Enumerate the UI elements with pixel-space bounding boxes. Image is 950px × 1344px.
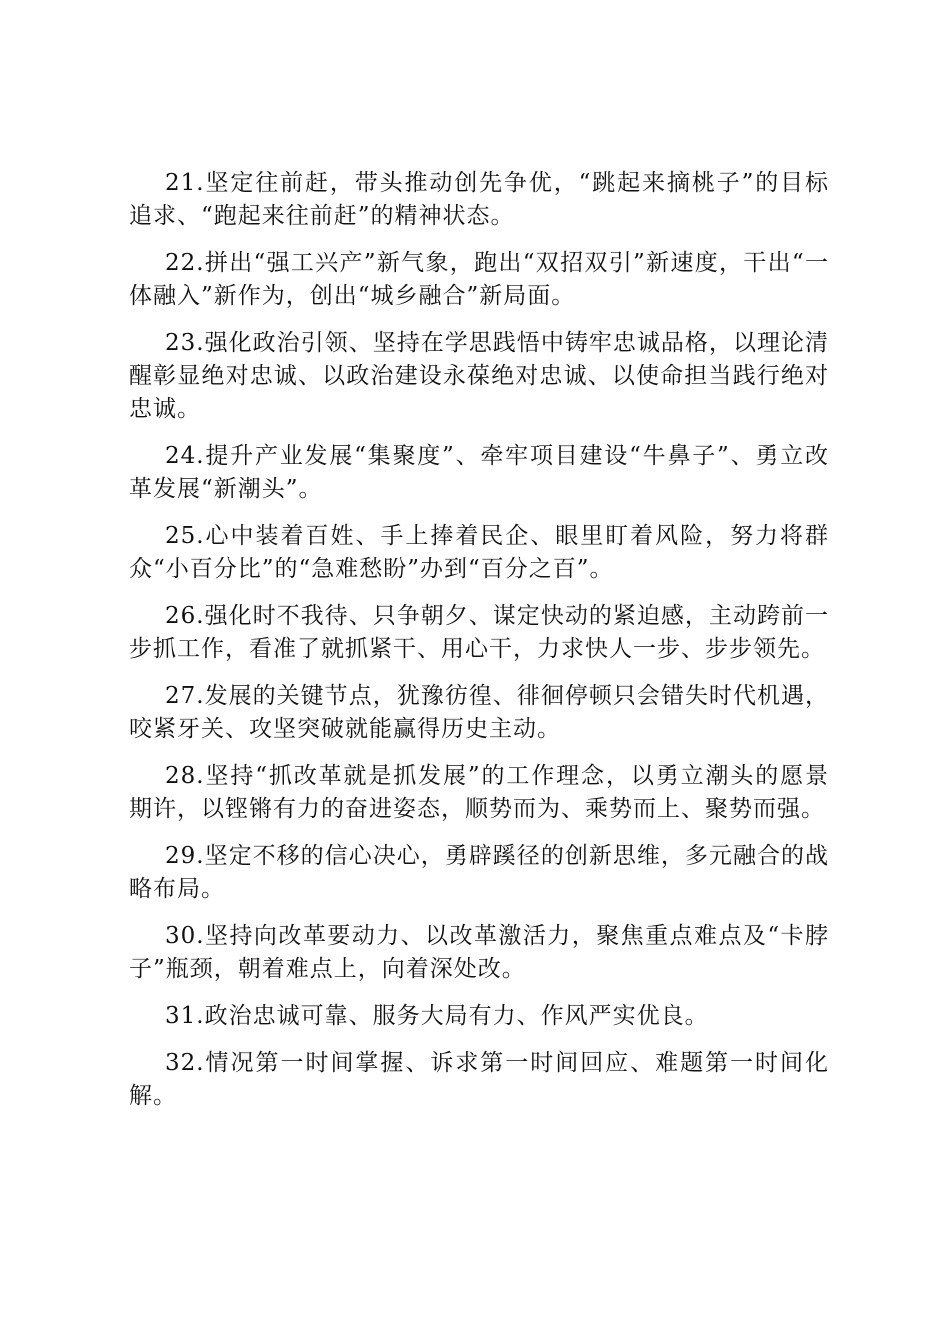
paragraph-25: 25.心中装着百姓、手上捧着民企、眼里盯着风险，努力将群众“小百分比”的“急难愁盼”办到“百分之百”。 [129,523,829,582]
paragraph-26: 26.强化时不我待、只争朝夕、谋定快动的紧迫感，主动跨前一步抓工作，看准了就抓紧干、用心干，力求快人一步、步步领先。 [129,603,829,662]
paragraph-24: 24.提升产业发展“集聚度”、牵牢项目建设“牛鼻子”、勇立改革发展“新潮头”。 [129,443,829,502]
paragraph-31: 31.政治忠诚可靠、服务大局有力、作风严实优良。 [165,1003,709,1029]
paragraph-30: 30.坚持向改革要动力、以改革激活力，聚焦重点难点及“卡脖子”瓶颈，朝着难点上，向着深处改。 [129,923,829,982]
paragraph-32: 32.情况第一时间掌握、诉求第一时间回应、难题第一时间化解。 [129,1050,829,1109]
paragraph-22: 22.拼出“强工兴产”新气象，跑出“双招双引”新速度，干出“一体融入”新作为，创出“城乡融合”新局面。 [129,250,829,309]
document-body [129,167,829,1127]
paragraph-29: 29.坚定不移的信心决心，勇辟蹊径的创新思维，多元融合的战略布局。 [129,843,829,902]
paragraph-23: 23.强化政治引领、坚持在学思践悟中铸牢忠诚品格，以理论清醒彰显绝对忠诚、以政治建设永葆绝对忠诚、以使命担当践行绝对忠诚。 [129,330,829,422]
paragraph-27: 27.发展的关键节点，犹豫彷徨、徘徊停顿只会错失时代机遇，咬紧牙关、攻坚突破就能赢得历史主动。 [129,683,829,742]
paragraph-28: 28.坚持“抓改革就是抓发展”的工作理念，以勇立潮头的愿景期许，以铿锵有力的奋进姿态，顺势而为、乘势而上、聚势而强。 [129,763,829,822]
paragraph-21: 21.坚定往前赶，带头推动创先争优，“跳起来摘桃子”的目标追求、“跑起来往前赶”的精神状态。 [129,170,829,229]
